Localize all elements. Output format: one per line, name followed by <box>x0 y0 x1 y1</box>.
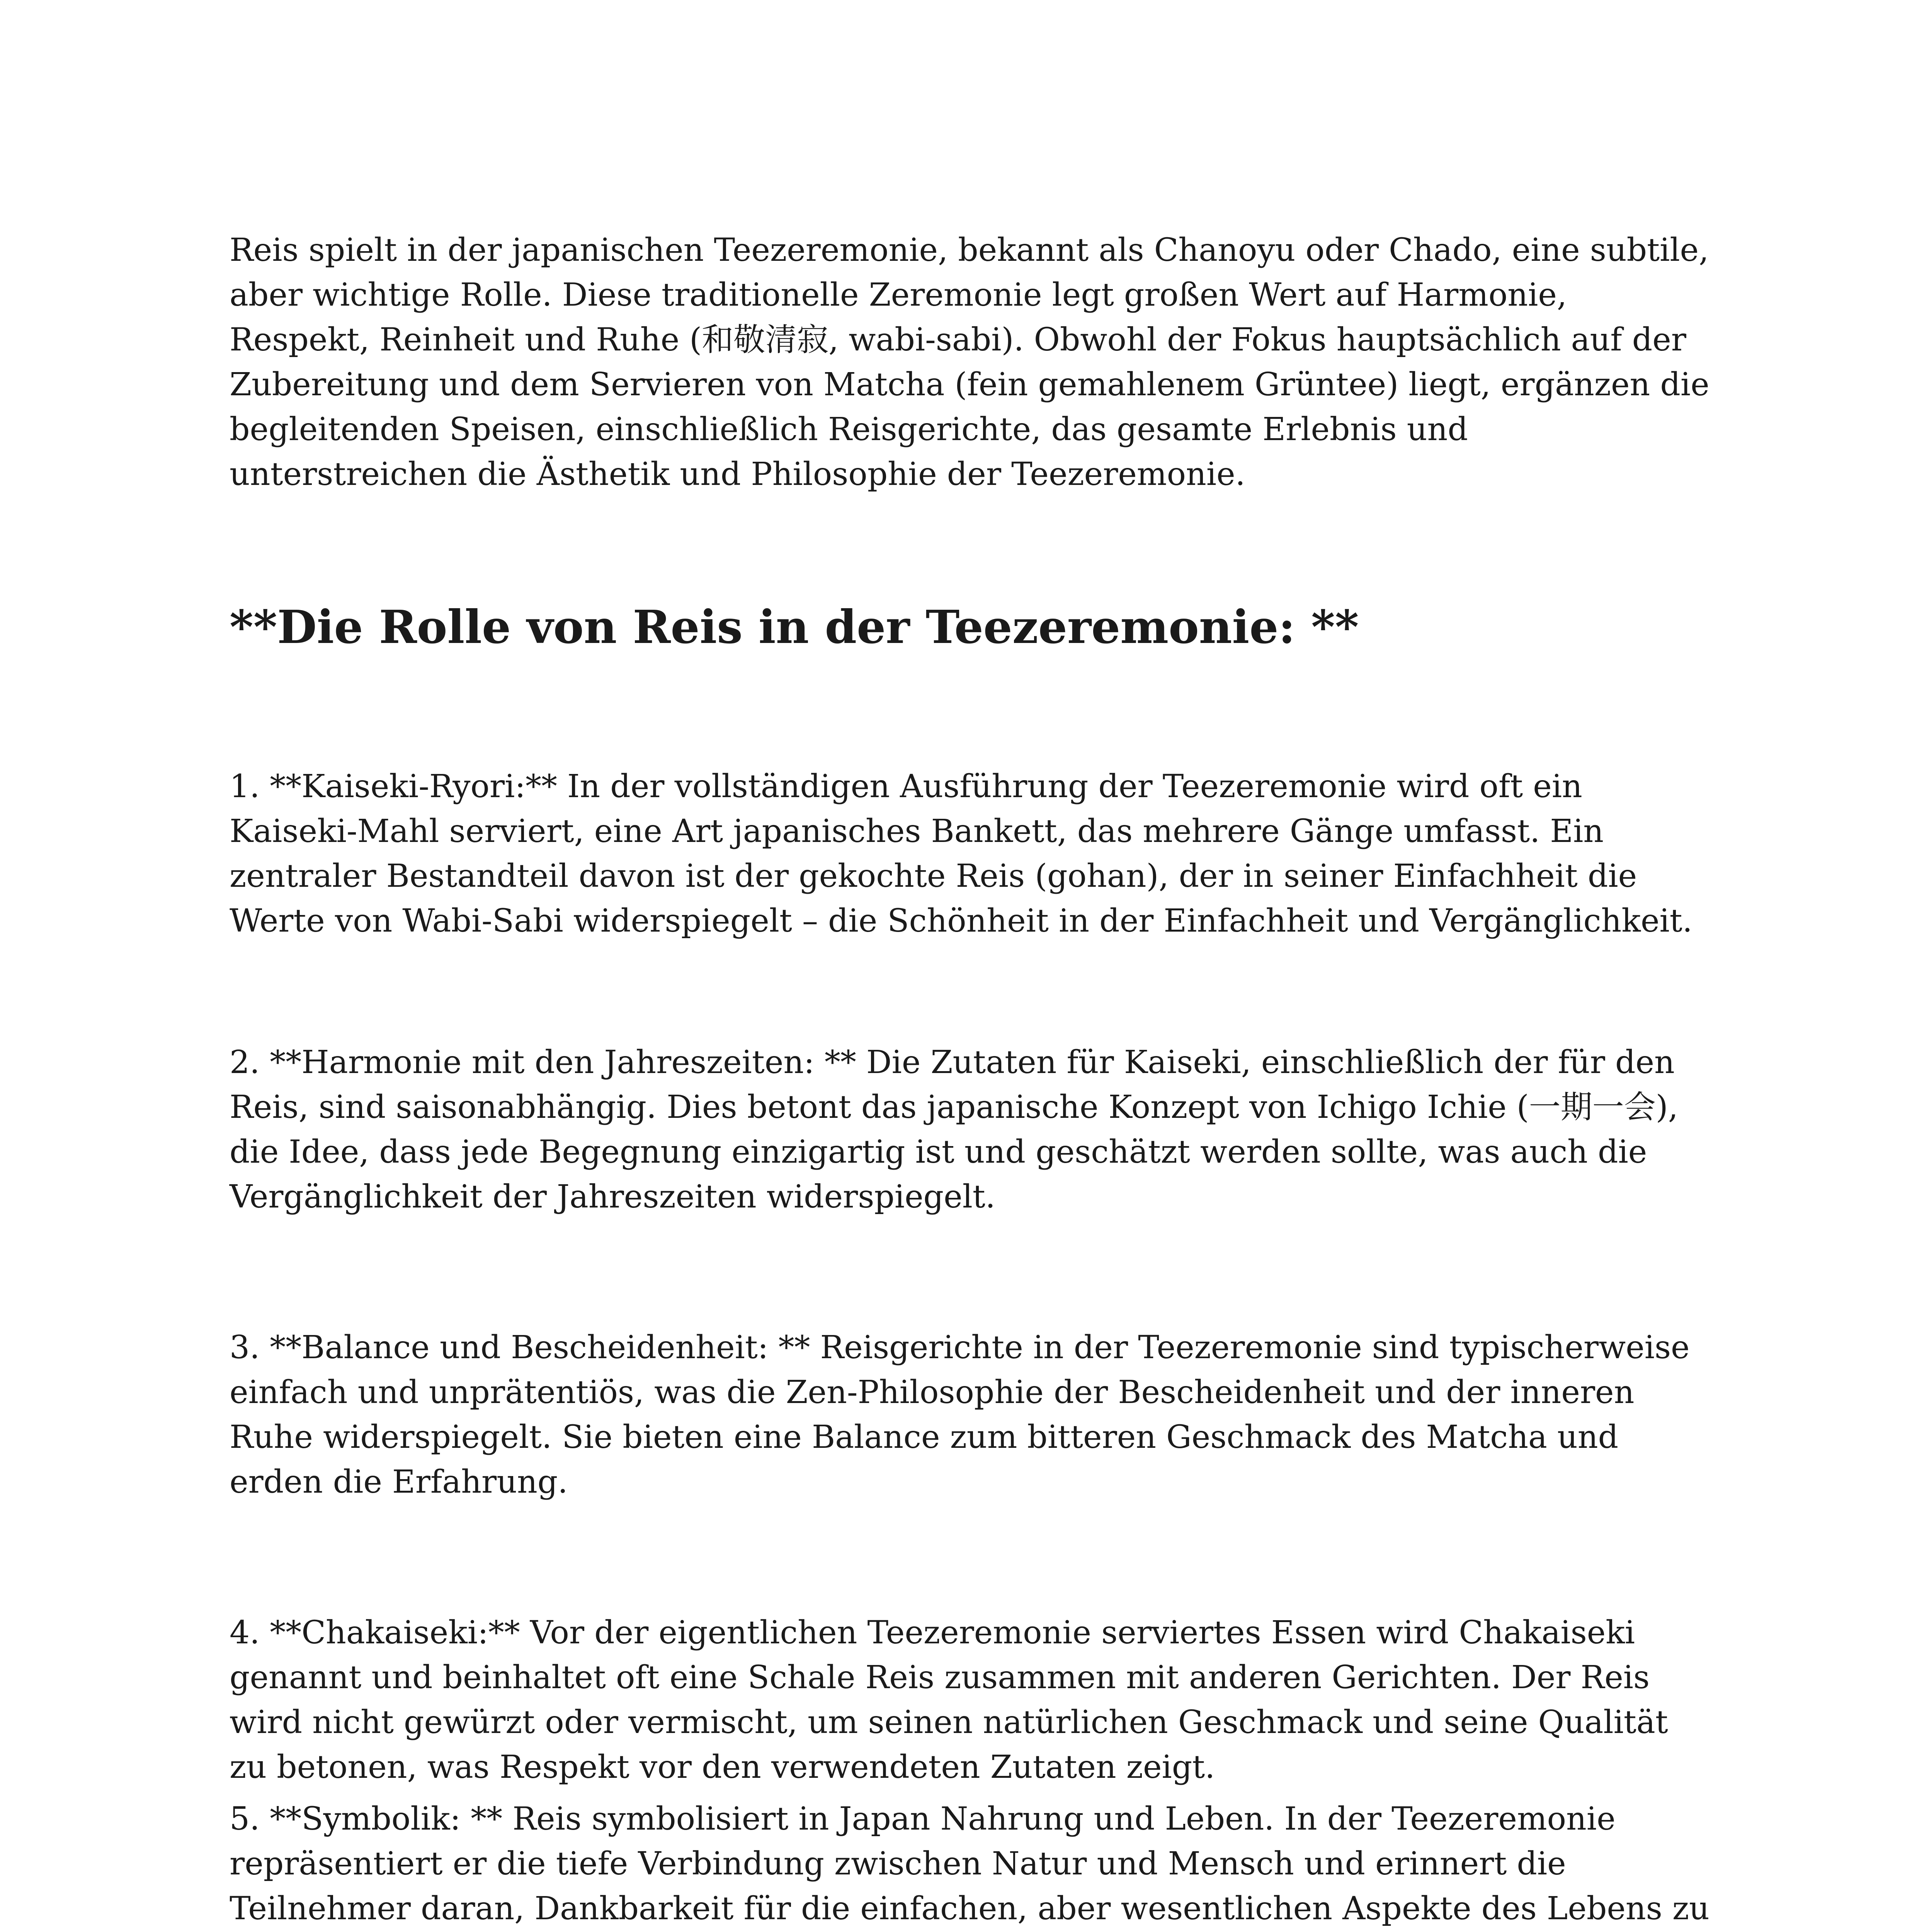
list-item: 1. **Kaiseki-Ryori:** In der vollständigen Ausführung der Teezeremonie wird oft ein Kaiseki-Mahl serviert, eine Art japanisches Bankett, das mehrere Gänge umfasst. Ein zentraler Bestandteil davon ist der gekochte Reis (gohan), der in seiner Einfachheit die Werte von Wabi-Sabi widerspiegelt – die Schönheit in der Einfachheit und Vergänglichkeit. <box>230 768 1692 939</box>
list-item: 4. **Chakaiseki:** Vor der eigentlichen Teezeremonie serviertes Essen wird Chakaiseki genannt und beinhaltet oft eine Schale Reis zusammen mit anderen Gerichten. Der Reis wird nicht gewürzt oder vermischt, um seinen natürlichen Geschmack und seine Qualität zu betonen, was Respekt vor den verwendeten Zutaten zeigt. <box>230 1614 1668 1786</box>
list-item: 3. **Balance und Bescheidenheit: ** Reisgerichte in der Teezeremonie sind typischerweise einfach und unprätentiös, was die Zen-Philosophie der Bescheidenheit und der inneren Ruhe widerspiegelt. Sie bieten eine Balance zum bitteren Geschmack des Matcha und erden die Erfahrung. <box>230 1329 1690 1500</box>
intro-paragraph: Reis spielt in der japanischen Teezeremonie, bekannt als Chanoyu oder Chado, eine subtile, aber wichtige Rolle. Diese traditionelle Zeremonie legt großen Wert auf Harmonie, Respekt, Reinheit und Ruhe (和敬清寂, wabi-sabi). Obwohl der Fokus hauptsächlich auf der Zubereitung und dem Servieren von Matcha (fein gemahlenem Grüntee) liegt, ergänzen die begleitenden Speisen, einschließlich Reisgerichte, das gesamte Erlebnis und unterstreichen die Ästhetik und Philosophie der Teezeremonie. <box>230 232 1709 493</box>
section-heading: **Die Rolle von Reis in der Teezeremonie: ** <box>230 600 1359 654</box>
list-item: 2. **Harmonie mit den Jahreszeiten: ** Die Zutaten für Kaiseki, einschließlich der für den Reis, sind saisonabhängig. Dies betont das japanische Konzept von Ichigo Ichie (一期一会), die Idee, dass jede Begegnung einzigartig ist und geschätzt werden sollte, was auch die Vergänglichkeit der Jahreszeiten widerspiegelt. <box>230 1044 1678 1215</box>
list-item: 5. **Symbolik: ** Reis symbolisiert in Japan Nahrung und Leben. In der Teezeremonie repräsentiert er die tiefe Verbindung zwischen Natur und Mensch und erinnert die Teilnehmer daran, Dankbarkeit für die einfachen, aber wesentlichen Aspekte des Lebens zu <box>230 1801 1709 1927</box>
